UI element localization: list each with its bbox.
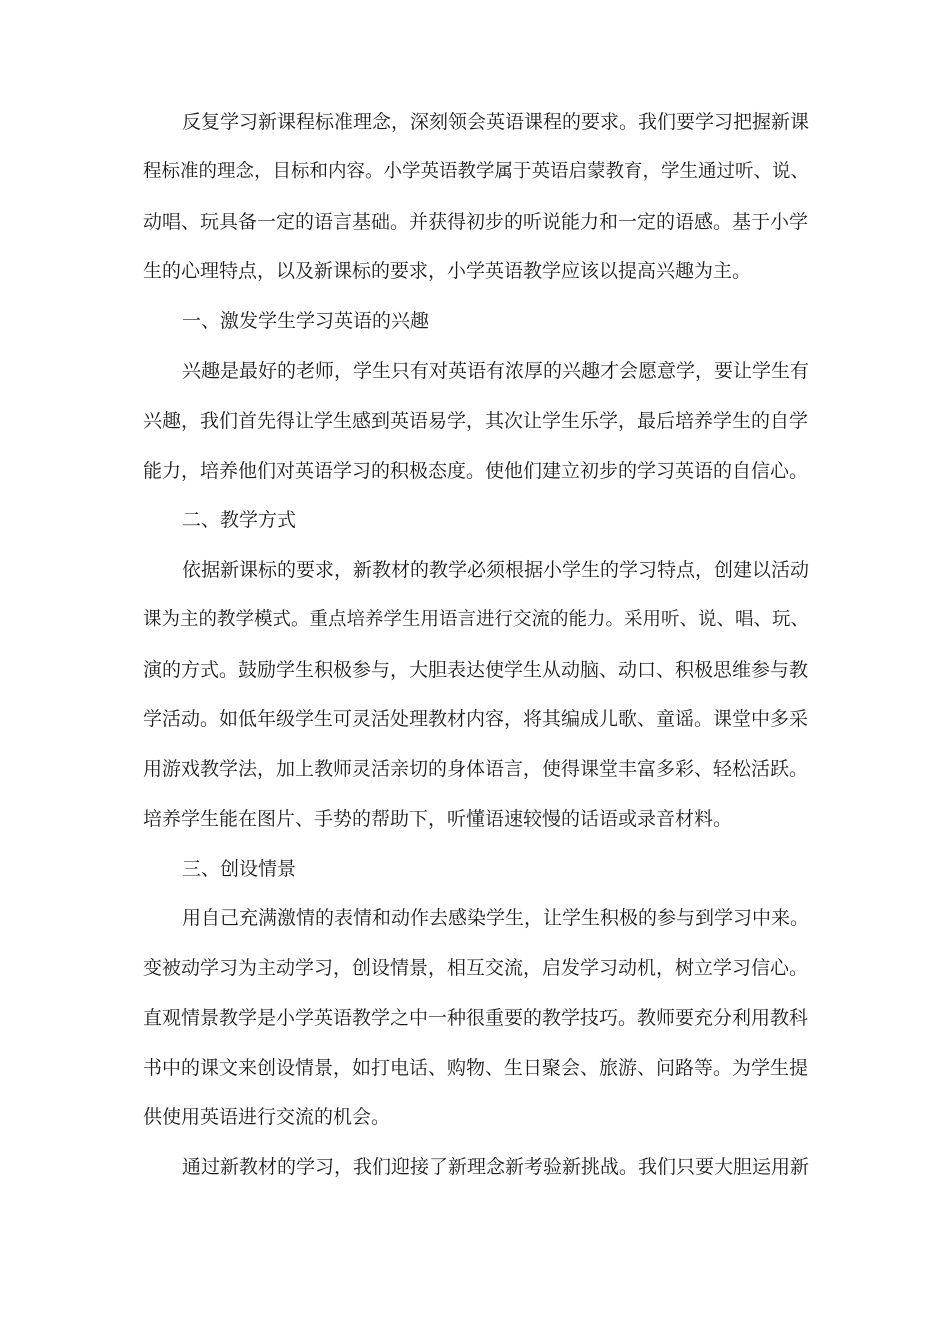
paragraph-interest-line-3: 能力，培养他们对英语学习的积极态度。使他们建立初步的学习英语的自信心。 — [143, 460, 809, 482]
paragraph-closing-line-1: 通过新教材的学习，我们迎接了新理念新考验新挑战。我们只要大胆运用新 — [182, 1156, 810, 1178]
section-heading-3: 三、创设情景 — [182, 858, 297, 880]
paragraph-scene-line-1: 用自己充满激情的表情和动作去感染学生，让学生积极的参与到学习中来。 — [182, 907, 810, 929]
paragraph-intro-line-3: 动唱、玩具备一定的语言基础。并获得初步的听说能力和一定的语感。基于小学 — [143, 211, 809, 233]
paragraph-intro-line-4: 生的心理特点，以及新课标的要求，小学英语教学应该以提高兴趣为主。 — [143, 260, 752, 282]
paragraph-method-line-2: 课为主的教学模式。重点培养学生用语言进行交流的能力。采用听、说、唱、玩、 — [143, 609, 810, 630]
paragraph-scene-line-2: 变被动学习为主动学习，创设情景，相互交流，启发学习动机，树立学习信心。 — [143, 957, 809, 979]
paragraph-intro-line-1: 反复学习新课程标准理念，深刻领会英语课程的要求。我们要学习把握新课 — [182, 111, 810, 133]
paragraph-method-line-5: 用游戏教学法，加上教师灵活亲切的身体语言，使得课堂丰富多彩、轻松活跃。 — [143, 758, 809, 780]
paragraph-scene-line-5: 供使用英语进行交流的机会。 — [143, 1106, 391, 1128]
paragraph-method-line-4: 学活动。如低年级学生可灵活处理教材内容，将其编成儿歌、童谣。课堂中多采 — [143, 708, 809, 730]
paragraph-intro-line-2: 程标准的理念，目标和内容。小学英语教学属于英语启蒙教育，学生通过听、说、 — [143, 161, 810, 182]
paragraph-scene-line-4: 书中的课文来创设情景，如打电话、购物、生日聚会、旅游、问路等。为学生提 — [143, 1057, 809, 1079]
paragraph-scene-line-3: 直观情景教学是小学英语教学之中一种很重要的教学技巧。教师要充分利用教科 — [143, 1007, 809, 1029]
paragraph-method-line-6: 培养学生能在图片、手势的帮助下，听懂语速较慢的话语或录音材料。 — [143, 808, 733, 830]
paragraph-interest-line-2: 兴趣，我们首先得让学生感到英语易学，其次让学生乐学，最后培养学生的自学 — [143, 410, 809, 432]
paragraph-method-line-3: 演的方式。鼓励学生积极参与，大胆表达使学生从动脑、动口、积极思维参与教 — [143, 659, 809, 681]
section-heading-2: 二、教学方式 — [182, 509, 297, 531]
section-heading-1: 一、激发学生学习英语的兴趣 — [182, 310, 430, 332]
paragraph-interest-line-1: 兴趣是最好的老师，学生只有对英语有浓厚的兴趣才会愿意学，要让学生有 — [182, 360, 810, 382]
paragraph-method-line-1: 依据新课标的要求，新教材的教学必须根据小学生的学习特点，创建以活动 — [182, 559, 810, 581]
